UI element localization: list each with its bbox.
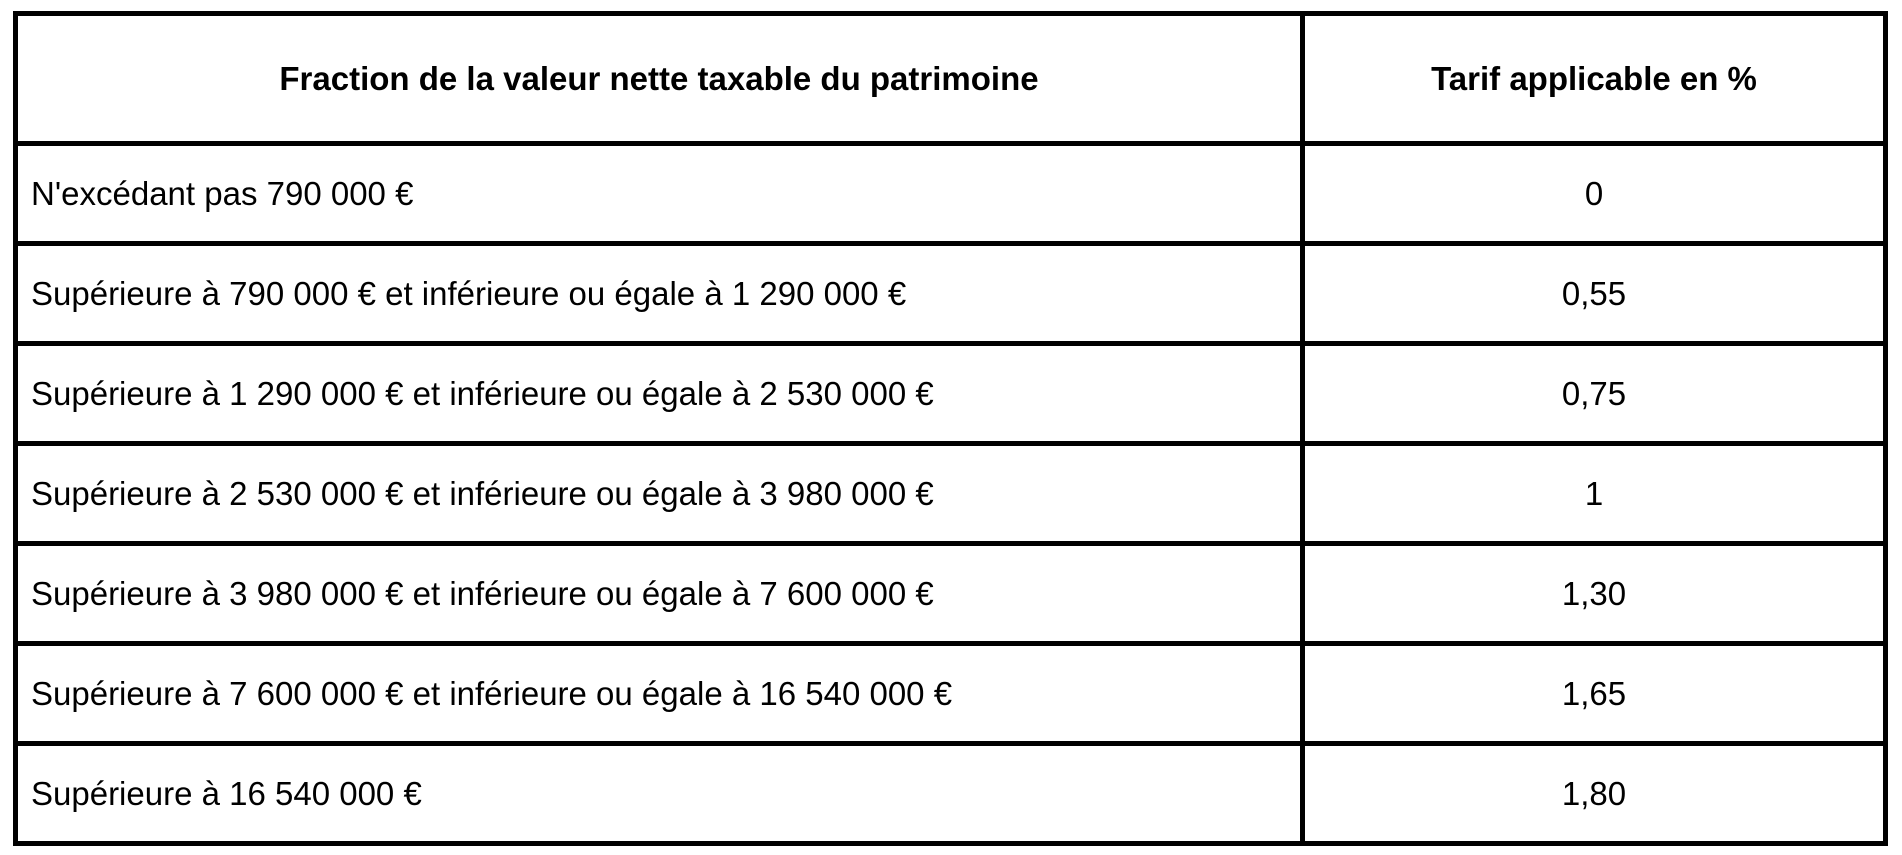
table-row [16, 744, 1886, 844]
rate-cell: 0 [1303, 144, 1886, 244]
table-row [16, 344, 1886, 444]
table-row [16, 244, 1886, 344]
table-header [16, 14, 1886, 144]
fraction-cell: Supérieure à 2 530 000 € et inférieure ou égale à 3 980 000 € [16, 444, 1303, 544]
tax-rate-table [13, 11, 1888, 846]
fraction-cell: Supérieure à 1 290 000 € et inférieure ou égale à 2 530 000 € [16, 344, 1303, 444]
table-row [16, 544, 1886, 644]
fraction-cell: N'excédant pas 790 000 € [16, 144, 1303, 244]
header-fraction: Fraction de la valeur nette taxable du patrimoine [16, 14, 1303, 144]
fraction-cell: Supérieure à 3 980 000 € et inférieure ou égale à 7 600 000 € [16, 544, 1303, 644]
tax-rate-table-container [13, 11, 1888, 841]
rate-cell: 1,30 [1303, 544, 1886, 644]
fraction-cell: Supérieure à 16 540 000 € [16, 744, 1303, 844]
fraction-cell: Supérieure à 790 000 € et inférieure ou égale à 1 290 000 € [16, 244, 1303, 344]
rate-cell: 0,75 [1303, 344, 1886, 444]
rate-cell: 1,65 [1303, 644, 1886, 744]
fraction-cell: Supérieure à 7 600 000 € et inférieure ou égale à 16 540 000 € [16, 644, 1303, 744]
header-rate: Tarif applicable en % [1303, 14, 1886, 144]
table-row [16, 444, 1886, 544]
table-row [16, 144, 1886, 244]
rate-cell: 0,55 [1303, 244, 1886, 344]
rate-cell: 1,80 [1303, 744, 1886, 844]
rate-cell: 1 [1303, 444, 1886, 544]
table-body [16, 144, 1886, 844]
header-row [16, 14, 1886, 144]
table-row [16, 644, 1886, 744]
